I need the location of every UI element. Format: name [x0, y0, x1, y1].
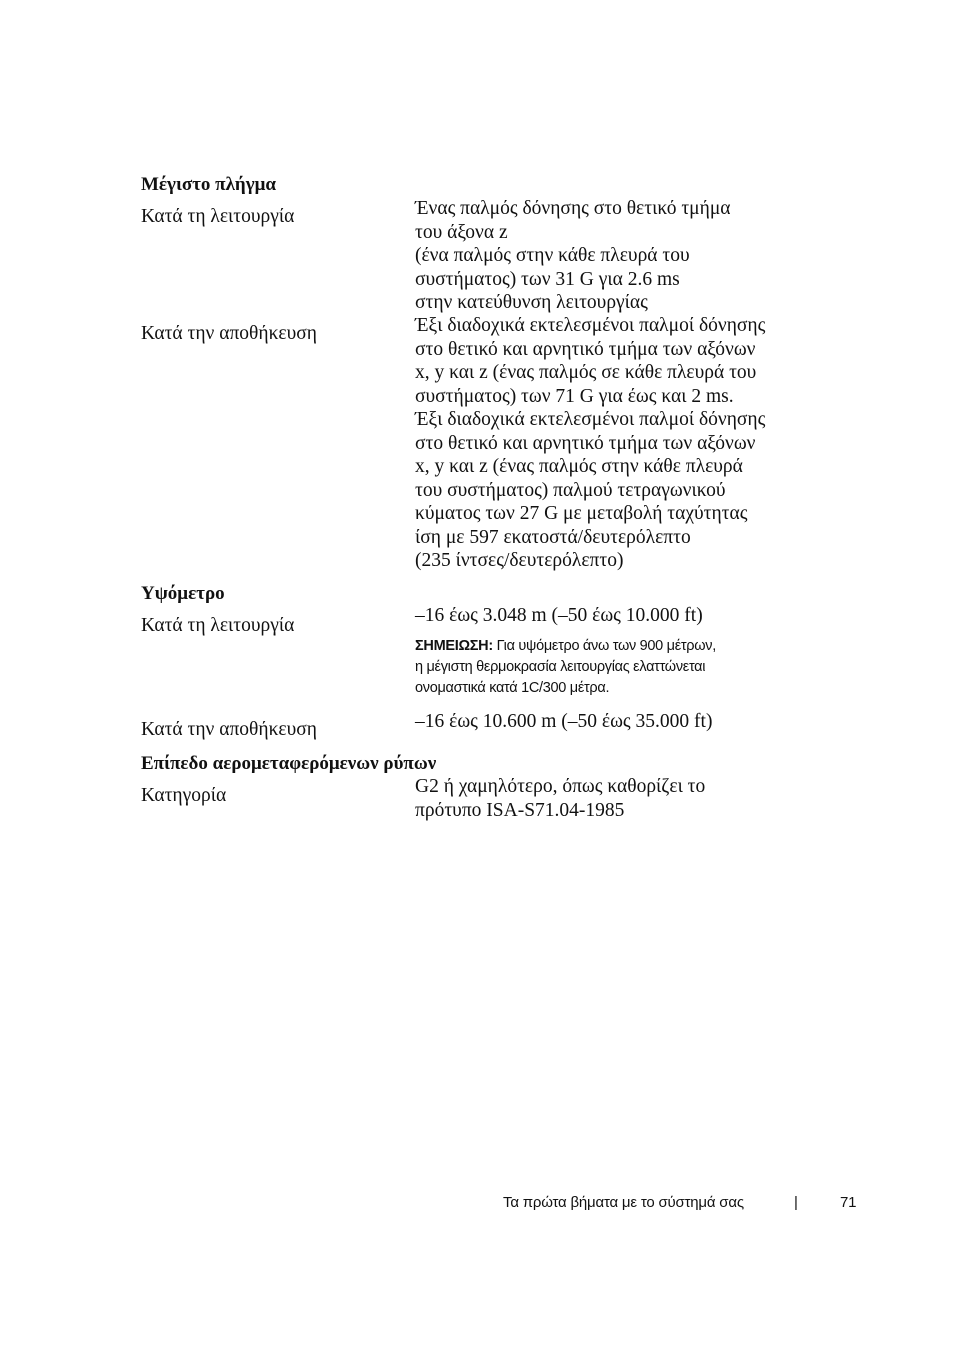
- footer-separator: |: [794, 1194, 798, 1211]
- value-line: κύματος των 27 G με μεταβολή ταχύτητας: [415, 503, 748, 524]
- value-line: του συστήματος) παλμού τετραγωνικού: [415, 479, 726, 501]
- note-line: [415, 636, 835, 657]
- value-line: (ένα παλμός στην κάθε πλευρά του: [415, 245, 690, 266]
- label-operating: Κατά τη λειτουργία: [141, 615, 295, 636]
- value-line: Έξι διαδοχικά εκτελεσμένοι παλμοί δόνησης: [415, 409, 766, 430]
- note-label: ΣΗΜΕΙΩΣΗ:: [415, 638, 493, 654]
- value-max-shock-storage: [415, 314, 855, 573]
- value-line: πρότυπο ISA-S71.04-1985: [415, 799, 625, 821]
- section-heading-altitude: Υψόμετρο: [141, 583, 225, 604]
- value-altitude-storage: [415, 710, 855, 734]
- label-operating: Κατά τη λειτουργία: [141, 206, 295, 227]
- page-number: 71: [840, 1194, 857, 1211]
- value-line: (235 ίντσες/δευτερόλεπτο): [415, 550, 624, 571]
- value-line: στο θετικό και αρνητικό τμήμα των αξόνων: [415, 338, 756, 360]
- section-heading-contaminant: Επίπεδο αερομεταφερόμενων ρύπων: [141, 753, 437, 774]
- value-line: συστήματος) των 71 G για έως και 2 ms.: [415, 385, 734, 407]
- value-line: Ένας παλμός δόνησης στο θετικό τμήμα: [415, 198, 731, 219]
- value-line: στο θετικό και αρνητικό τμήμα των αξόνων: [415, 432, 756, 454]
- value-line: συστήματος) των 31 G για 2.6 ms: [415, 268, 680, 290]
- value-line: x, y και z (ένας παλμός σε κάθε πλευρά του: [415, 362, 757, 383]
- label-class: Κατηγορία: [141, 785, 227, 806]
- value-line: Έξι διαδοχικά εκτελεσμένοι παλμοί δόνησης: [415, 315, 766, 336]
- label-storage: Κατά την αποθήκευση: [141, 719, 317, 740]
- note-text: Για υψόμετρο άνω των 900 μέτρων,: [492, 638, 716, 654]
- value-line: –16 έως 3.048 m (–50 έως 10.000 ft): [415, 605, 703, 626]
- value-contaminant-class: [415, 775, 855, 822]
- label-storage: Κατά την αποθήκευση: [141, 323, 317, 344]
- note-line: ονομαστικά κατά 1C/300 μέτρα.: [415, 680, 610, 696]
- value-line: στην κατεύθυνση λειτουργίας: [415, 292, 648, 313]
- value-line: x, y και z (ένας παλμός στην κάθε πλευρά: [415, 456, 743, 477]
- value-max-shock-operating: [415, 197, 855, 315]
- value-line: του άξονα z: [415, 221, 508, 243]
- value-line: G2 ή χαμηλότερο, όπως καθορίζει το: [415, 776, 706, 797]
- note-line: η μέγιστη θερμοκρασία λειτουργίας ελαττώνεται: [415, 659, 706, 675]
- value-line: ίση με 597 εκατοστά/δευτερόλεπτο: [415, 526, 691, 548]
- section-heading-max-shock: Μέγιστο πλήγμα: [141, 174, 276, 195]
- note-block: [415, 636, 835, 699]
- footer-title: Τα πρώτα βήματα με το σύστημά σας: [503, 1194, 744, 1211]
- value-line: –16 έως 10.600 m (–50 έως 35.000 ft): [415, 711, 713, 732]
- value-altitude-operating: [415, 604, 855, 628]
